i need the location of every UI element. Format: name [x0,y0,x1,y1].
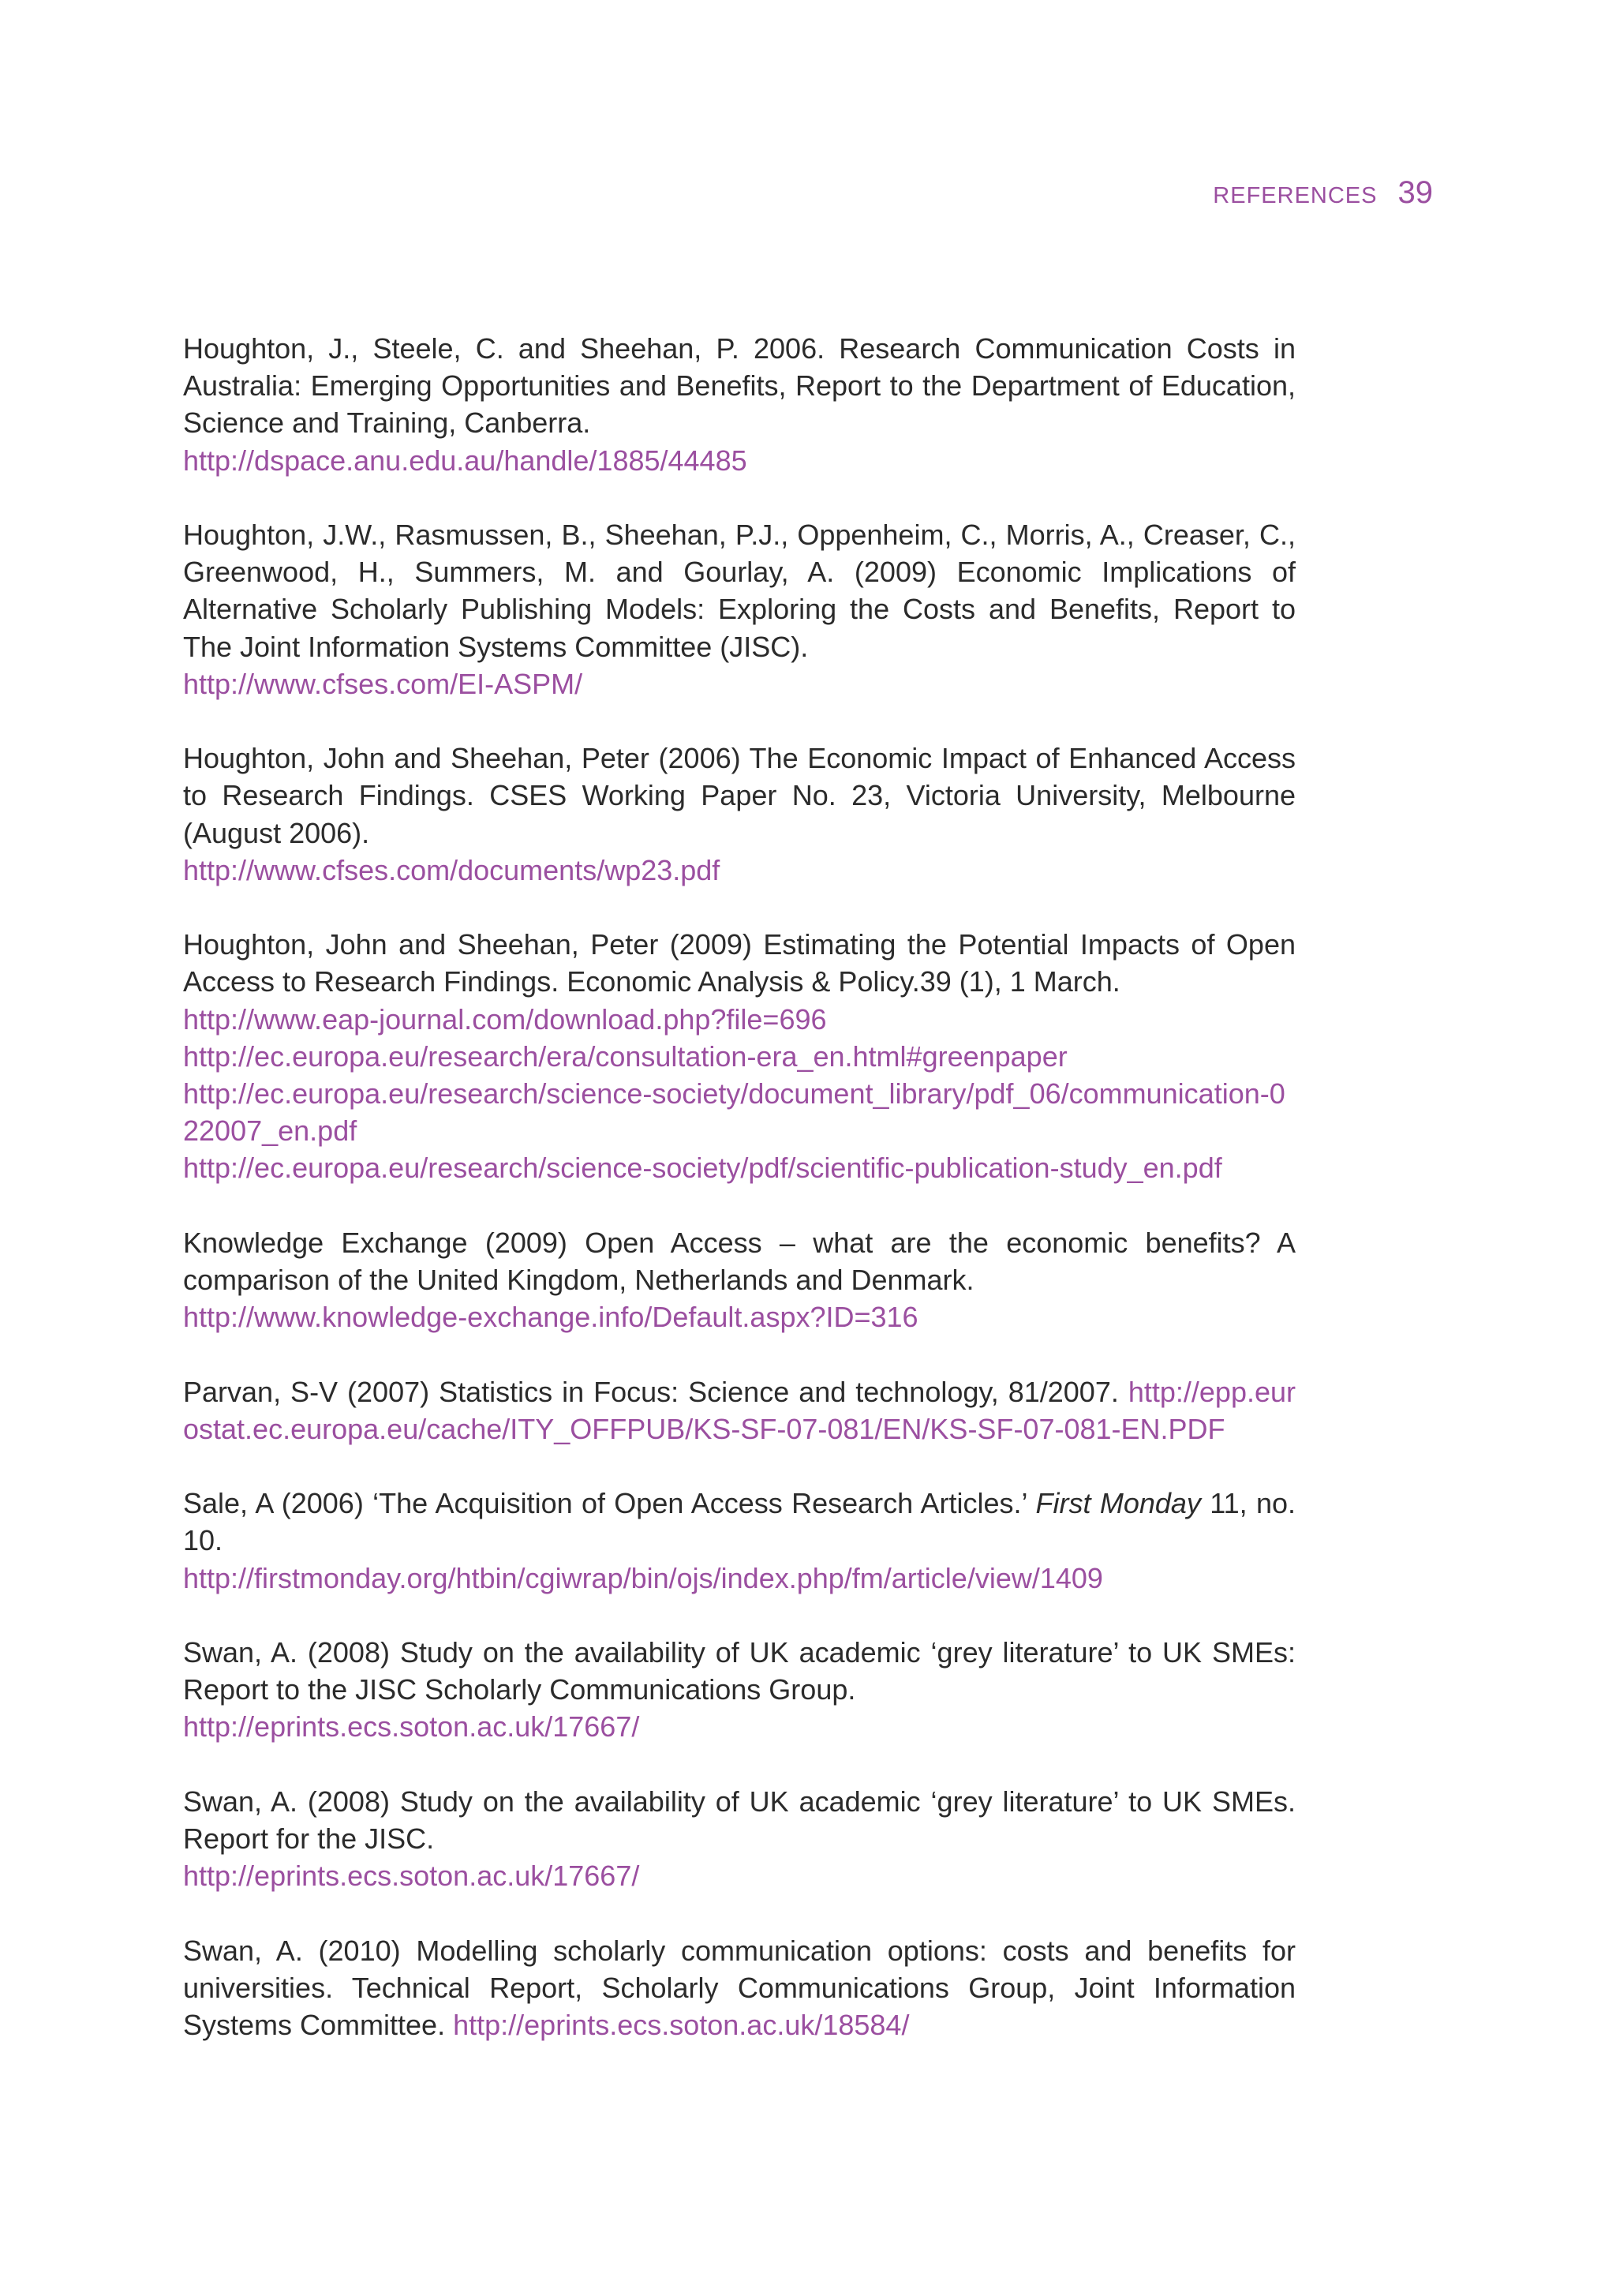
reference-list [183,330,1296,2081]
reference-entry [183,740,1296,889]
reference-text: Sale, A (2006) ‘The Acquisition of Open Access Research Articles.’ [183,1487,1036,1520]
reference-entry [183,1932,1296,2044]
reference-text: Parvan, S-V (2007) Statistics in Focus: Science and technology, 81/2007. [183,1375,1119,1408]
journal-title: First Monday [1035,1487,1201,1520]
reference-text: Swan, A. (2008) Study on the availability of UK academic ‘grey literature’ to UK SMEs. Report for the JISC. [183,1785,1296,1855]
section-title: REFERENCES [1213,183,1378,208]
running-header [1213,175,1433,211]
reference-link[interactable]: http://epp.eurostat.ec.europa.eu/cache/ITY_OFFPUB/KS-SF-07-081/EN/KS-SF-07-081-EN.PDF [183,1375,1296,1445]
reference-link[interactable]: http://dspace.anu.edu.au/handle/1885/44485 [183,444,747,477]
reference-link[interactable]: http://www.cfses.com/EI-ASPM/ [183,667,583,700]
reference-entry [183,1783,1296,1895]
reference-entry [183,1373,1296,1448]
reference-entry [183,926,1296,1186]
reference-text: Swan, A. (2008) Study on the availability of UK academic ‘grey literature’ to UK SMEs: Report to the JISC Scholarly Communications Group. [183,1636,1296,1706]
reference-link[interactable]: http://ec.europa.eu/research/science-society/pdf/scientific-publication-study_en.pdf [183,1152,1222,1185]
reference-link[interactable]: http://eprints.ecs.soton.ac.uk/18584/ [453,2009,910,2041]
reference-text: Houghton, J.W., Rasmussen, B., Sheehan, P.J., Oppenheim, C., Morris, A., Creaser, C., Greenwood, H., Summers, M. and Gourlay, A. (2009) Economic Implications of Alternative Scholarly Publishing Models: Exploring the Costs and Benefits, Report to The Joint Information Systems Committee (JISC). [183,519,1296,663]
reference-text: Swan, A. (2010) Modelling scholarly communication options: costs and benefits for universities. Technical Report, Scholarly Communications Group, Joint Information Systems Committee. [183,1934,1296,2041]
page-number: 39 [1397,175,1433,210]
reference-text: Houghton, J., Steele, C. and Sheehan, P. 2006. Research Communication Costs in Australia: Emerging Opportunities and Benefits, Report to the Department of Education, Science and Training, Canberra. [183,332,1296,440]
reference-entry [183,1485,1296,1597]
reference-entry [183,330,1296,479]
reference-link[interactable]: http://www.cfses.com/documents/wp23.pdf [183,853,720,886]
reference-link[interactable]: http://firstmonday.org/htbin/cgiwrap/bin/ojs/index.php/fm/article/view/1409 [183,1561,1103,1594]
reference-link[interactable]: http://eprints.ecs.soton.ac.uk/17667/ [183,1710,640,1744]
reference-text: Houghton, John and Sheehan, Peter (2006) The Economic Impact of Enhanced Access to Research Findings. CSES Working Paper No. 23, Victoria University, Melbourne (August 2006). [183,742,1296,849]
reference-entry [183,516,1296,702]
reference-text: Houghton, John and Sheehan, Peter (2009) Estimating the Potential Impacts of Open Access to Research Findings. Economic Analysis & Policy.39 (1), 1 March. [183,928,1296,998]
reference-link[interactable]: http://www.knowledge-exchange.info/Default.aspx?ID=316 [183,1301,918,1334]
reference-entry [183,1224,1296,1336]
reference-entry [183,1634,1296,1746]
reference-link[interactable]: http://www.eap-journal.com/download.php?file=696 [183,1002,827,1036]
reference-text: 11, no. 10. [183,1487,1296,1557]
reference-link[interactable]: http://ec.europa.eu/research/era/consultation-era_en.html#greenpaper [183,1039,1068,1073]
reference-link[interactable]: http://eprints.ecs.soton.ac.uk/17667/ [183,1860,640,1893]
reference-link[interactable]: http://ec.europa.eu/research/science-society/document_library/pdf_06/communication-022007_en.pdf [183,1077,1285,1148]
reference-text: Knowledge Exchange (2009) Open Access – what are the economic benefits? A comparison of the United Kingdom, Netherlands and Denmark. [183,1226,1296,1297]
